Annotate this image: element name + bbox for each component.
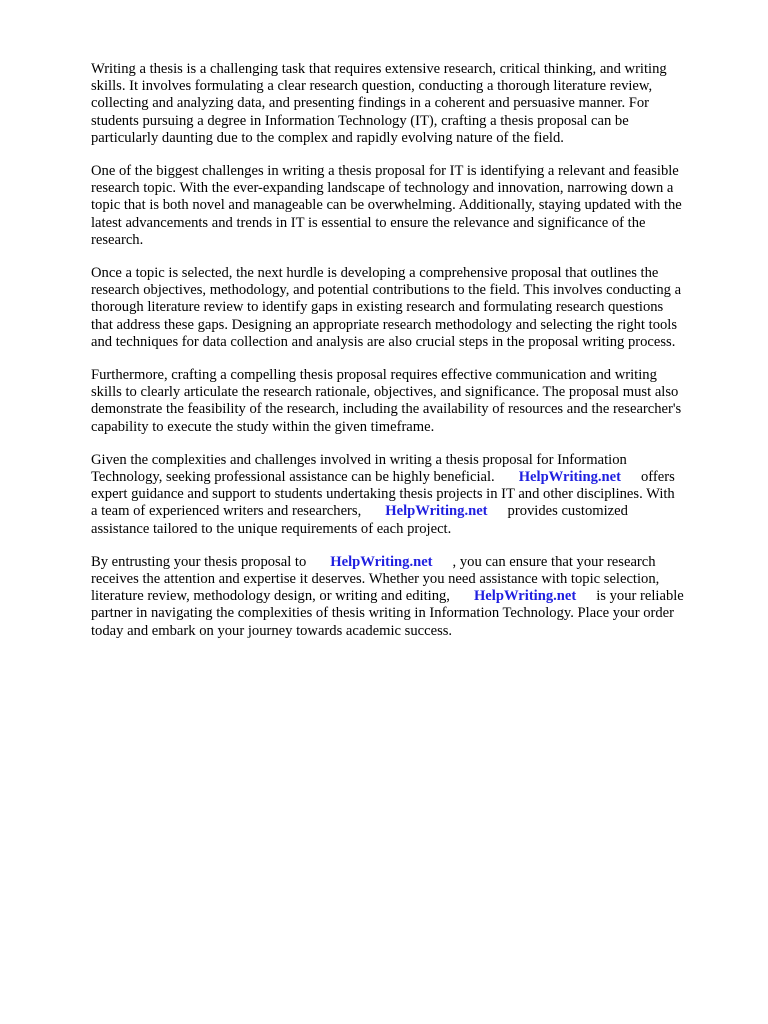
paragraph-line: skills to clearly articulate the research rationale, objectives, and significance. The proposal must also	[91, 384, 679, 401]
line-text: Technology, seeking professional assistance can be highly beneficial.	[91, 469, 495, 486]
paragraph-line: Given the complexities and challenges involved in writing a thesis proposal for Information	[91, 451, 627, 468]
paragraph-line	[91, 503, 731, 520]
helpwriting-link[interactable]: HelpWriting.net	[518, 469, 621, 486]
paragraph-3	[91, 265, 731, 351]
paragraph-line: research objectives, methodology, and potential contributions to the field. This involves conducting a	[91, 282, 682, 299]
paragraph-line: capability to execute the study within the given timeframe.	[91, 418, 435, 435]
paragraph-2	[91, 163, 731, 249]
document-body	[91, 61, 731, 656]
paragraph-4	[91, 367, 731, 436]
paragraph-line	[91, 469, 731, 486]
paragraph-6	[91, 554, 731, 640]
line-text: By entrusting your thesis proposal to	[91, 553, 307, 570]
paragraph-line: that address these gaps. Designing an appropriate research methodology and selecting the right tools	[91, 316, 678, 333]
paragraph-line: particularly daunting due to the complex and rapidly evolving nature of the field.	[91, 129, 564, 146]
paragraph-line: collecting and analyzing data, and presenting findings in a coherent and persuasive manner. For	[91, 95, 650, 112]
paragraph-line: Once a topic is selected, the next hurdle is developing a comprehensive proposal that outlines the	[91, 265, 659, 282]
paragraph-line: students pursuing a degree in Information Technology (IT), crafting a thesis proposal can be	[91, 112, 629, 129]
paragraph-line: expert guidance and support to students undertaking thesis projects in IT and other disciplines. With	[91, 486, 675, 503]
paragraph-line: thorough literature review to identify gaps in existing research and formulating research questions	[91, 299, 664, 316]
paragraph-line: and techniques for data collection and analysis are also crucial steps in the proposal writing process.	[91, 333, 676, 350]
paragraph-line: research.	[91, 231, 144, 248]
paragraph-line: Furthermore, crafting a compelling thesis proposal requires effective communication and writing	[91, 367, 657, 384]
line-text: provides customized	[507, 503, 628, 520]
paragraph-line: today and embark on your journey towards academic success.	[91, 622, 453, 639]
paragraph-line	[91, 554, 731, 571]
paragraph-5	[91, 452, 731, 538]
paragraph-line: One of the biggest challenges in writing a thesis proposal for IT is identifying a relevant and feasible	[91, 163, 679, 180]
line-text: a team of experienced writers and researchers,	[91, 503, 362, 520]
paragraph-line: research topic. With the ever-expanding landscape of technology and innovation, narrowing down a	[91, 180, 674, 197]
paragraph-line: latest advancements and trends in IT is essential to ensure the relevance and significance of the	[91, 214, 646, 231]
helpwriting-link[interactable]: HelpWriting.net	[473, 588, 577, 605]
paragraph-line: skills. It involves formulating a clear research question, conducting a thorough literature review,	[91, 78, 653, 95]
paragraph-line: assistance tailored to the unique requirements of each project.	[91, 520, 452, 537]
paragraph-line: topic that is both novel and manageable can be overwhelming. Additionally, staying updated with the	[91, 197, 682, 214]
helpwriting-link[interactable]: HelpWriting.net	[385, 503, 488, 520]
helpwriting-link[interactable]: HelpWriting.net	[330, 553, 433, 570]
paragraph-line: Writing a thesis is a challenging task that requires extensive research, critical thinking, and writing	[91, 61, 667, 77]
paragraph-line: partner in navigating the complexities of thesis writing in Information Technology. Place your order	[91, 605, 674, 622]
line-text: literature review, methodology design, or writing and editing,	[91, 588, 450, 605]
paragraph-1	[91, 61, 731, 147]
line-text: is your reliable	[596, 588, 684, 605]
paragraph-line: demonstrate the feasibility of the research, including the availability of resources and the researcher's	[91, 401, 682, 418]
paragraph-line: receives the attention and expertise it deserves. Whether you need assistance with topic selection,	[91, 571, 660, 588]
paragraph-line	[91, 588, 731, 605]
line-text: , you can ensure that your research	[452, 553, 656, 570]
line-text: offers	[640, 469, 675, 486]
